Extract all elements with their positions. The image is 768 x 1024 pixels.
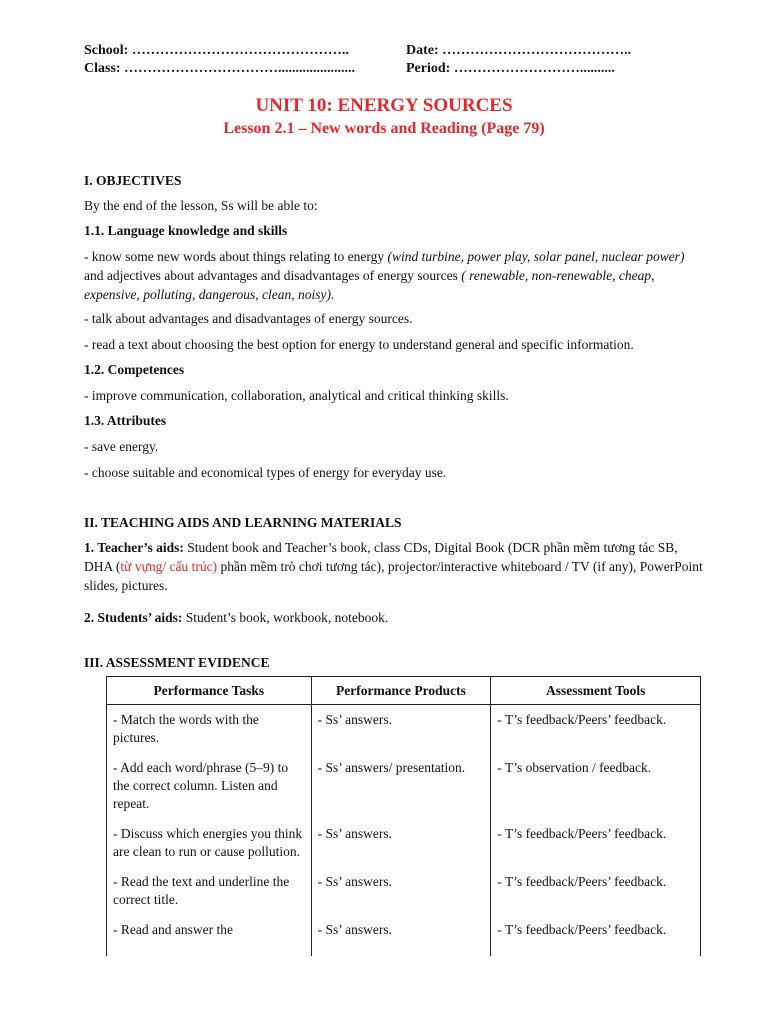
teaching-aids-heading: II. TEACHING AIDS AND LEARNING MATERIALS xyxy=(84,515,402,530)
table-cell: - Ss’ answers. xyxy=(311,705,491,754)
table-cell: - Match the words with the pictures. xyxy=(107,705,312,754)
table-header-row xyxy=(107,677,701,705)
attributes-heading: 1.3. Attributes xyxy=(84,413,167,428)
table-cell: - T’s feedback/Peers’ feedback. xyxy=(491,705,701,754)
attribute-1: - save energy. xyxy=(84,439,159,454)
table-row xyxy=(107,753,701,819)
vocab-structure-note: từ vựng/ cấu trúc) xyxy=(120,559,218,574)
table-cell: - Ss’ answers. xyxy=(311,867,491,915)
student-aids: 2. Students’ aids: Student’s book, workbook, notebook. xyxy=(84,610,389,625)
table-cell: - Read the text and underline the correct title. xyxy=(107,867,312,915)
page-bottom-margin xyxy=(0,956,768,1024)
teacher-aids: 1. Teacher’s aids: Student book and Teacher’s book, class CDs, Digital Book (DCR phần mềm tương tác SB, DHA (từ vựng/ cấu trúc) phần mềm trò chơi tương tác), projector/interactive whiteboard / TV (if any), PowerPoint slides, pictures. xyxy=(84,540,703,593)
lesson-title: Lesson 2.1 – New words and Reading (Page 79) xyxy=(223,120,545,137)
table-cell: - Ss’ answers/ presentation. xyxy=(311,753,491,819)
table-row xyxy=(107,915,701,945)
table-cell: - T’s feedback/Peers’ feedback. xyxy=(491,819,701,867)
table-cell: - T’s feedback/Peers’ feedback. xyxy=(491,867,701,915)
column-header: Performance Tasks xyxy=(107,677,312,705)
table-cell: - T’s observation / feedback. xyxy=(491,753,701,819)
table-row xyxy=(107,705,701,754)
table-cell: - Read and answer the xyxy=(107,915,312,945)
date-field: Date: ………………………………….. xyxy=(406,43,632,58)
language-objective-2: - talk about advantages and disadvantages of energy sources. xyxy=(84,311,413,326)
competence-1: - improve communication, collaboration, analytical and critical thinking skills. xyxy=(84,388,509,403)
teacher-aids-label: 1. Teacher’s aids: xyxy=(84,540,184,555)
competences-heading: 1.2. Competences xyxy=(84,362,185,377)
period-field: Period: ……………………….......... xyxy=(406,61,615,76)
objectives-intro: By the end of the lesson, Ss will be able to: xyxy=(84,198,318,213)
column-header: Assessment Tools xyxy=(491,677,701,705)
school-field: School: ……………………………………….. xyxy=(84,43,349,58)
table-cell: - T’s feedback/Peers’ feedback. xyxy=(491,915,701,945)
table-cell: - Ss’ answers. xyxy=(311,915,491,945)
table-row xyxy=(107,867,701,915)
column-header: Performance Products xyxy=(311,677,491,705)
objectives-heading: I. OBJECTIVES xyxy=(84,173,182,188)
assessment-heading: III. ASSESSMENT EVIDENCE xyxy=(84,655,270,670)
table-cell: - Discuss which energies you think are clean to run or cause pollution. xyxy=(107,819,312,867)
class-field: Class: ……………………………...................... xyxy=(84,61,356,76)
table-row xyxy=(107,819,701,867)
language-objective-1: - know some new words about things relating to energy (wind turbine, power play, solar panel, nuclear power) and adjectives about advantages and disadvantages of energy sources ( renewable, non-renewable, cheap, expensive, polluting, dangerous, clean, noisy). xyxy=(84,249,685,302)
attribute-2: - choose suitable and economical types of energy for everyday use. xyxy=(84,465,447,480)
language-skills-heading: 1.1. Language knowledge and skills xyxy=(84,223,288,238)
language-objective-3: - read a text about choosing the best option for energy to understand general and specific information. xyxy=(84,337,634,352)
unit-title: UNIT 10: ENERGY SOURCES xyxy=(255,95,513,116)
adjectives-list: ( renewable, non-renewable, cheap, expensive, polluting, dangerous, clean, noisy). xyxy=(84,268,655,302)
new-words-list: (wind turbine, power play, solar panel, nuclear power) xyxy=(387,249,685,264)
student-aids-label: 2. Students’ aids: xyxy=(84,610,183,625)
table-cell: - Ss’ answers. xyxy=(311,819,491,867)
table-cell: - Add each word/phrase (5–9) to the correct column. Listen and repeat. xyxy=(107,753,312,819)
